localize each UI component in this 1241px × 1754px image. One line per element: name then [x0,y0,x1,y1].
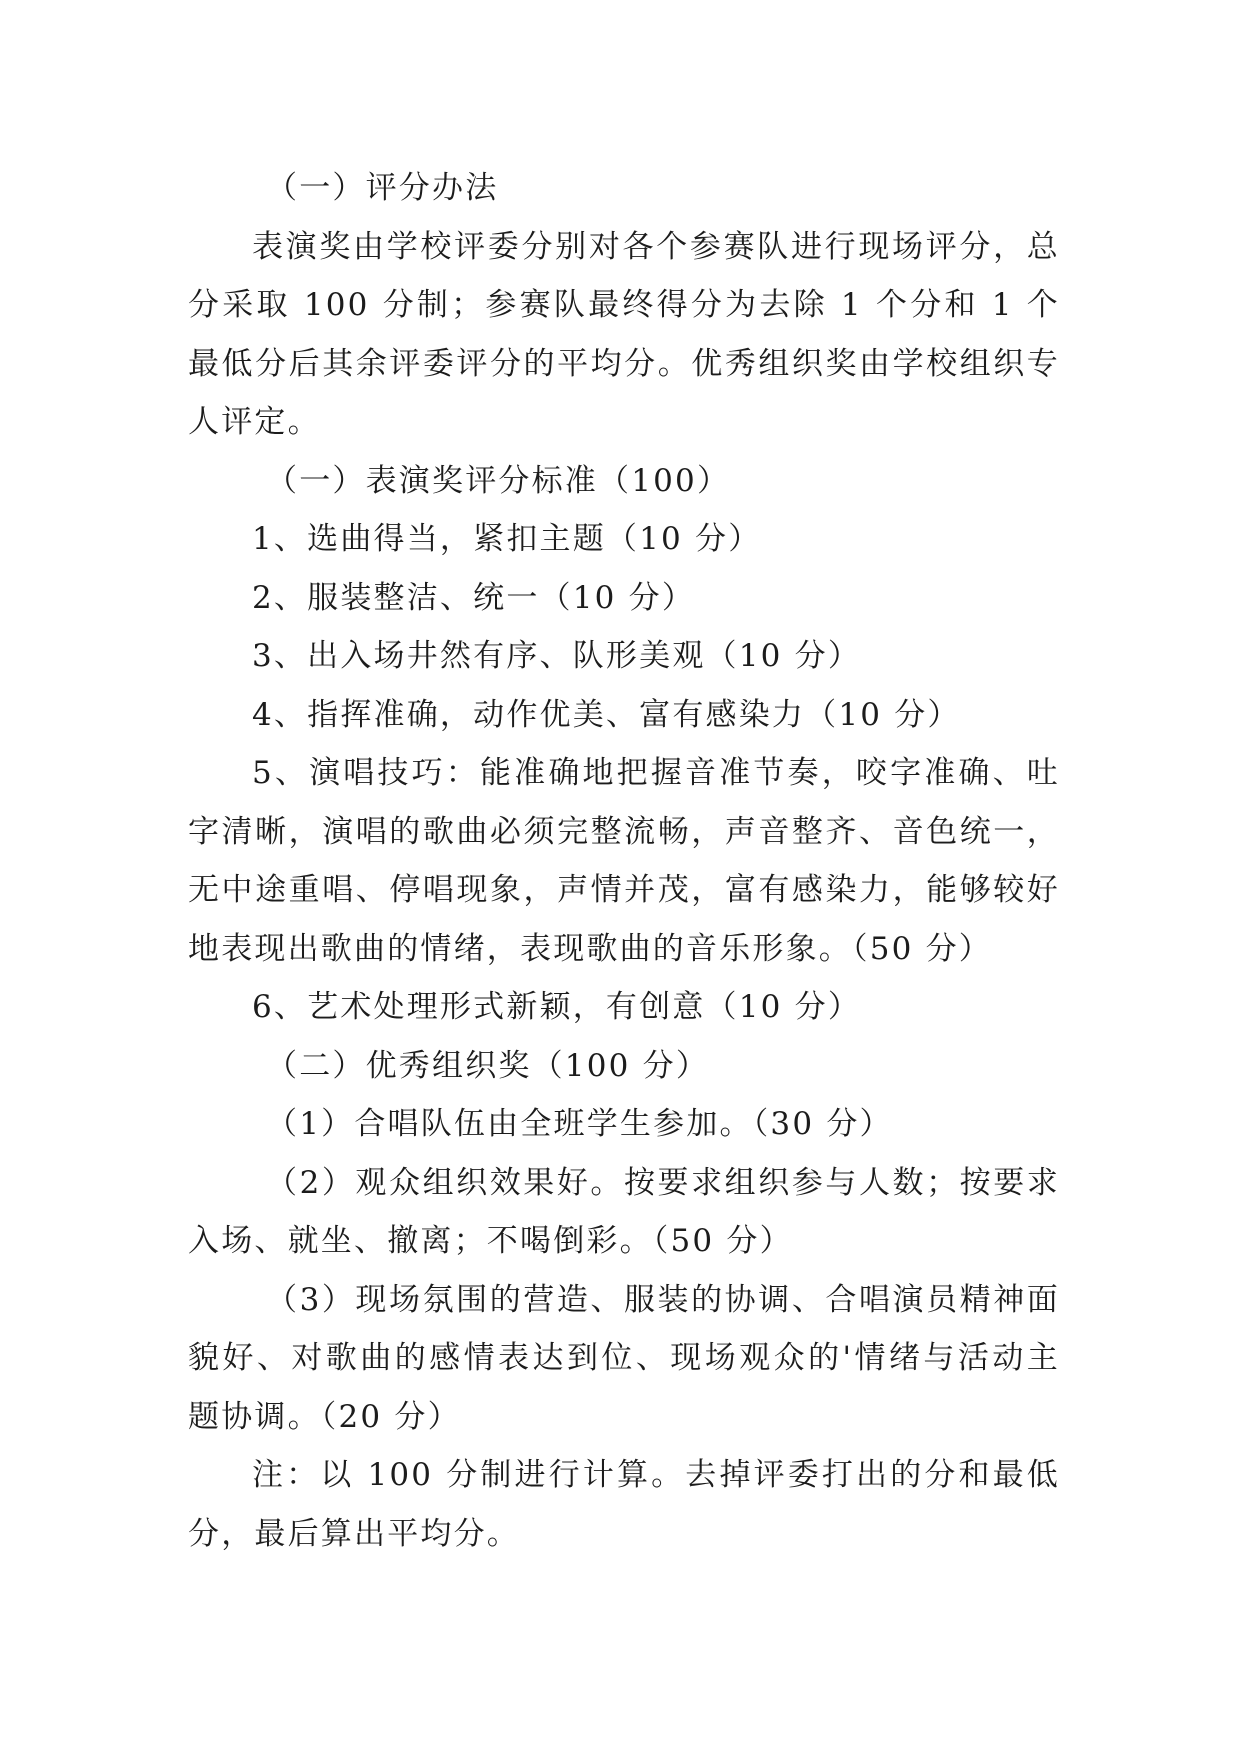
paragraph-performance-award-scoring: 表演奖由学校评委分别对各个参赛队进行现场评分，总分采取 100 分制；参赛队最终得分为去除 1 个分和 1 个最低分后其余评委评分的平均分。优秀组织奖由学校组织专人评定。 [188,228,1061,440]
organization-item-2: （2）观众组织效果好。按要求组织参与人数；按要求入场、就坐、撤离；不喝倒彩。（50 分） [188,1164,1060,1259]
note-paragraph: 注：以 100 分制进行计算。去掉评委打出的分和最低分，最后算出平均分。 [188,1457,1060,1552]
document-body [188,159,1060,1563]
section-heading-organization-award: （二）优秀组织奖（100 分） [266,1047,710,1084]
section-heading-performance-criteria: （一）表演奖评分标准（100） [266,462,731,499]
organization-item-3: （3）现场氛围的营造、服装的协调、合唱演员精神面貌好、对歌曲的感情表达到位、现场观众的'情绪与活动主题协调。（20 分） [188,1281,1060,1435]
criterion-item-3: 3、出入场井然有序、队形美观（10 分） [252,638,862,674]
criterion-item-2: 2、服装整洁、统一（10 分） [252,579,696,616]
organization-item-1: （1）合唱队伍由全班学生参加。（30 分） [266,1106,893,1142]
criterion-item-4: 4、指挥准确，动作优美、富有感染力（10 分） [252,696,961,733]
section-heading-scoring-method: （一）评分办法 [266,170,499,206]
criterion-item-6: 6、艺术处理形式新颖，有创意（10 分） [252,989,862,1025]
criterion-item-5: 5、演唱技巧：能准确地把握音准节奏，咬字准确、吐字清晰，演唱的歌曲必须完整流畅，声音整齐、音色统一，无中途重唱、停唱现象，声情并茂，富有感染力，能够较好地表现出歌曲的情绪，表现歌曲的音乐形象。（50 分） [188,755,1060,967]
criterion-item-1: 1、选曲得当，紧扣主题（10 分） [252,521,762,557]
